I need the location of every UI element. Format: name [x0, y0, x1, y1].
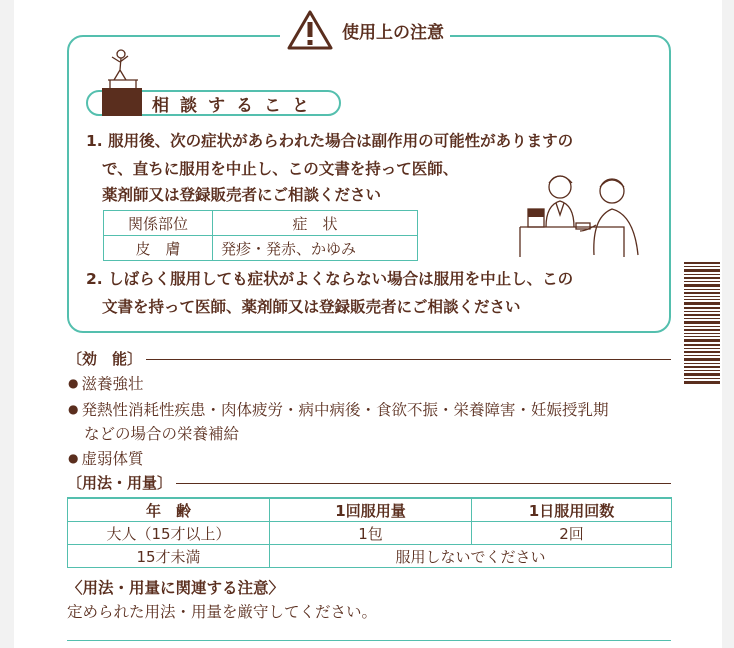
dosage-table	[67, 497, 672, 568]
dosage-col-age: 年 齢	[68, 498, 270, 522]
table-row	[68, 545, 672, 568]
dosage-note-header: 〈用法・用量に関連する注意〉	[67, 579, 285, 597]
table-row	[104, 211, 418, 236]
caution-item-1: 1. 服用後、次の症状があらわれた場合は副作用の可能性がありますの	[86, 132, 574, 150]
left-margin-bar	[0, 0, 14, 648]
dosage-adult-per-day: 2回	[472, 522, 672, 545]
caution-item-1-line3: 薬剤師又は登録販売者にご相談ください	[102, 186, 382, 204]
dosage-col-per-day: 1日服用回数	[472, 498, 672, 522]
dosage-header: 〔用法・用量〕	[67, 472, 176, 493]
barcode	[684, 262, 720, 384]
dosage-rule	[170, 483, 671, 484]
table-row	[104, 236, 418, 261]
symptom-row-dept: 皮 膚	[104, 236, 213, 261]
efficacy-rule	[140, 359, 671, 360]
caution-item-2: 2. しばらく服用しても症状がよくならない場合は服用を中止し、この	[86, 270, 574, 288]
dosage-child-note: 服用しないでください	[270, 545, 672, 568]
dosage-col-per-dose: 1回服用量	[270, 498, 472, 522]
person-at-desk-icon	[104, 48, 142, 88]
pharmacist-consultation-illustration	[516, 165, 656, 260]
symptom-header-dept: 関係部位	[104, 211, 213, 236]
table-row	[68, 522, 672, 545]
symptom-header-symptom: 症 状	[213, 211, 418, 236]
table-row	[68, 498, 672, 522]
caution-item-1-line2: で、直ちに服用を中止し、この文書を持って医師、	[102, 160, 459, 178]
dosage-note-body: 定められた用法・用量を厳守してください。	[67, 603, 378, 621]
caution-title: 使用上の注意	[342, 22, 444, 43]
efficacy-item-2-cont: などの場合の栄養補給	[84, 425, 240, 443]
right-scrollbar[interactable]	[722, 0, 734, 648]
efficacy-header: 〔効 能〕	[67, 348, 146, 369]
dosage-adult-age: 大人（15才以上）	[68, 522, 270, 545]
efficacy-item-3: ● 虚弱体質	[68, 447, 144, 472]
consult-marker	[102, 88, 142, 116]
caution-item-2-line2: 文書を持って医師、薬剤師又は登録販売者にご相談ください	[102, 298, 521, 316]
dosage-adult-per-dose: 1包	[270, 522, 472, 545]
symptom-table	[103, 210, 418, 261]
warning-triangle-icon	[286, 9, 334, 51]
symptom-row-symptom: 発疹・発赤、かゆみ	[213, 236, 418, 261]
dosage-child-age: 15才未満	[68, 545, 270, 568]
consult-label: 相談すること	[152, 96, 320, 116]
efficacy-item-2: ● 発熱性消耗性疾患・肉体疲労・病中病後・食欲不振・栄養障害・妊娠授乳期	[68, 398, 609, 423]
caution-header	[280, 8, 450, 52]
bottom-rule	[67, 640, 671, 641]
efficacy-item-1: ● 滋養強壮	[68, 372, 144, 397]
